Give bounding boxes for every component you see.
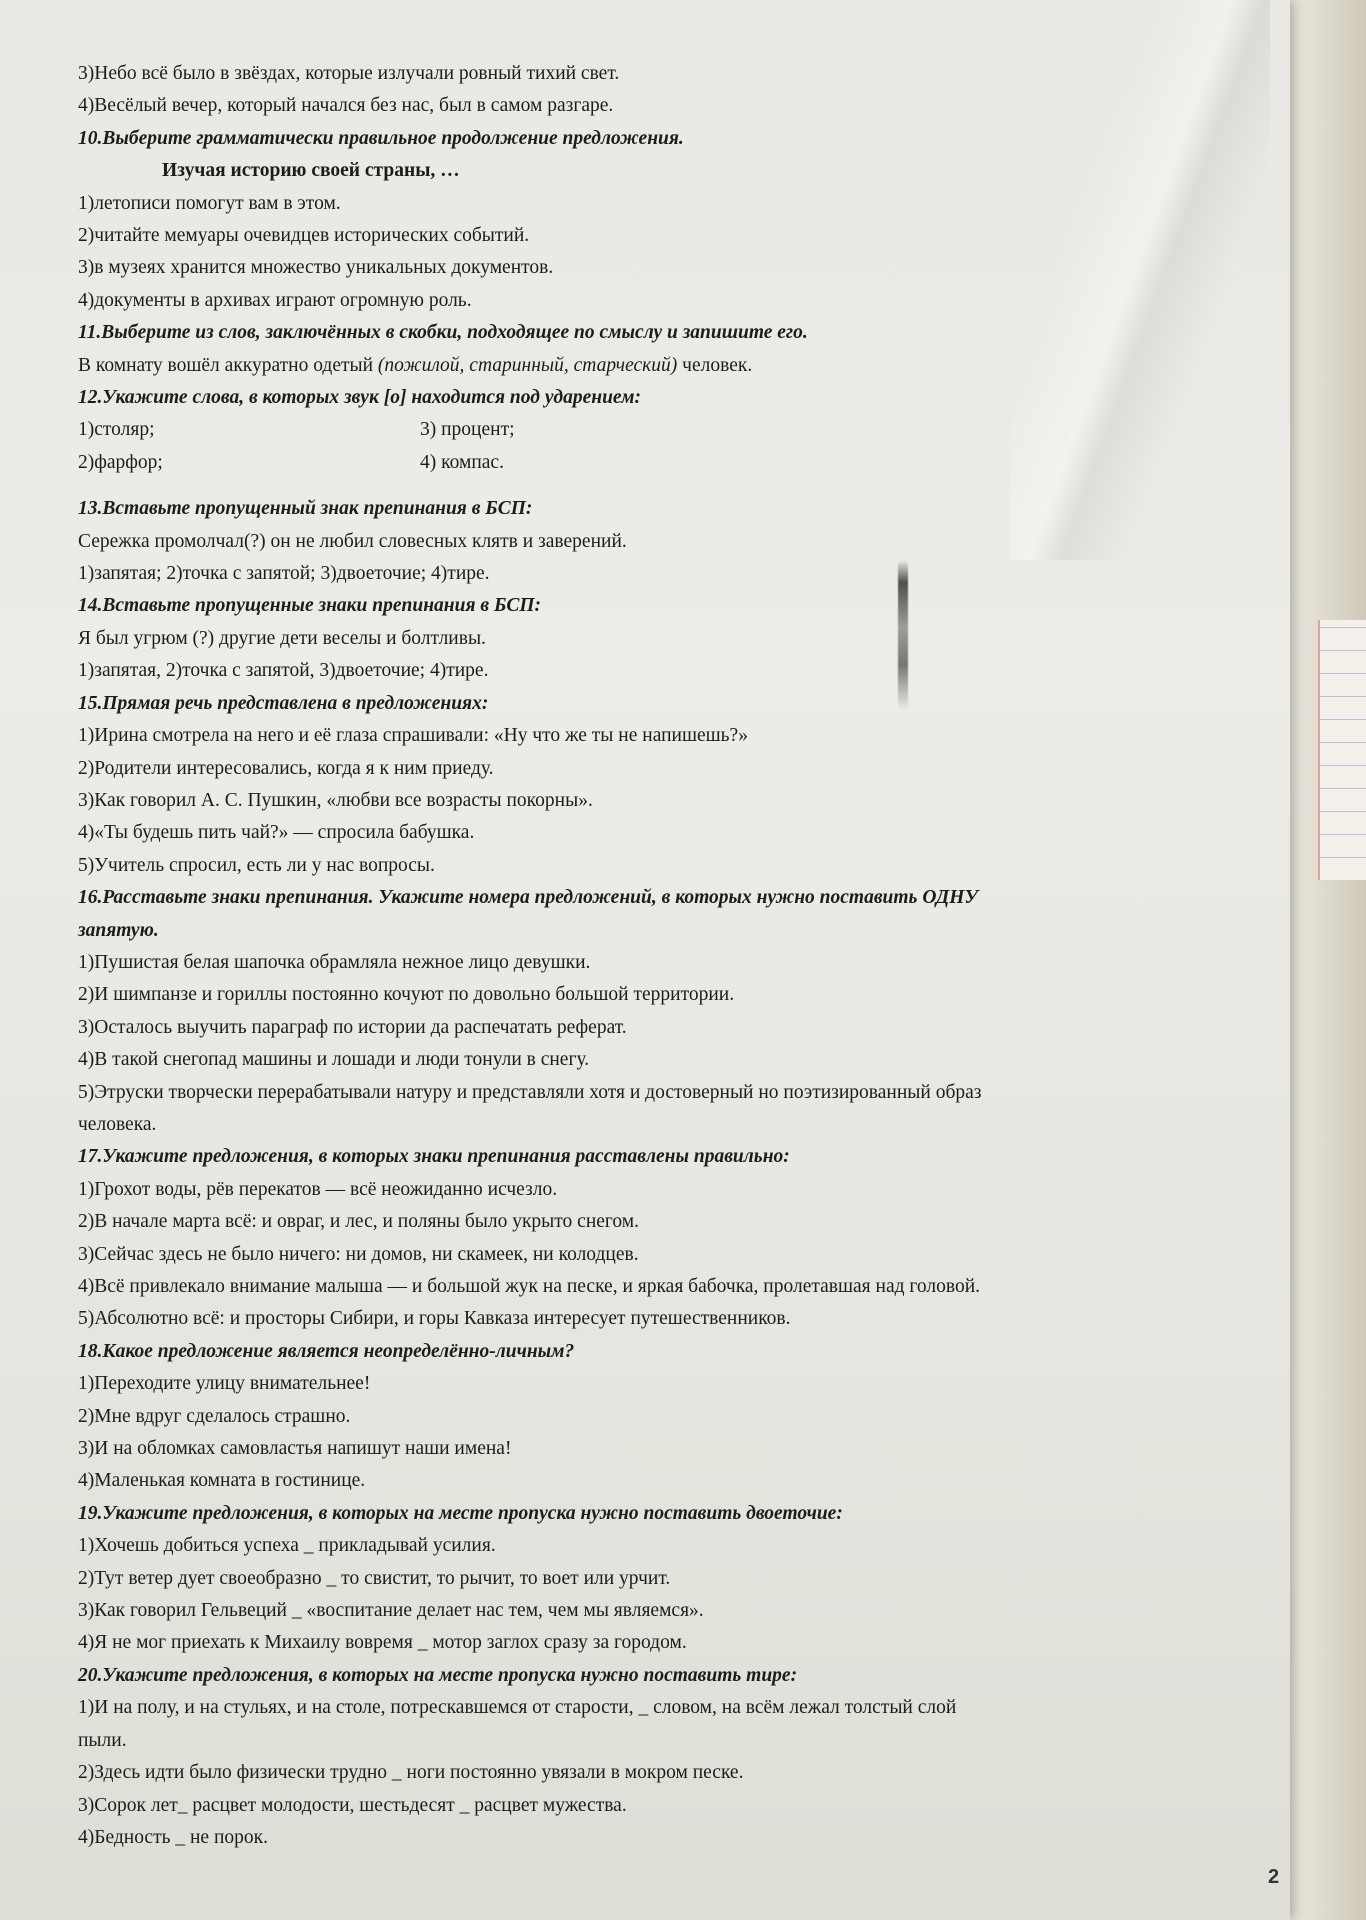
sentence-start: В комнату вошёл аккуратно одетый [78,354,378,376]
question-10-title: 10.Выберите грамматически правильное продолжение предложения. [78,127,684,149]
option: 4)Маленькая комната в гостинице. [78,1470,366,1492]
option: 4)«Ты будешь пить чай?» — спросила бабушка. [78,822,475,844]
document-body [78,58,1268,1854]
question-12-title: 12.Укажите слова, в которых звук [о] находится под ударением: [78,387,641,409]
question-11-title: 11.Выберите из слов, заключённых в скобки, подходящее по смыслу и запишите его. [78,322,808,344]
question-18-title: 18.Какое предложение является неопределённо-личным? [78,1340,575,1362]
question-13-options: 1)запятая; 2)точка с запятой; 3)двоеточие; 4)тире. [78,563,490,585]
option: 4)Я не мог приехать к Михаилу вовремя _ мотор заглох сразу за городом. [78,1632,687,1654]
option: 3)Как говорил Гельвеций _ «воспитание делает нас тем, чем мы являемся». [78,1600,704,1622]
question-16-title: 16.Расставьте знаки препинания. Укажите номера предложений, в которых нужно поставить ОДНУ [78,887,978,909]
option: 2)Родители интересовались, когда я к ним приеду. [78,757,494,779]
option: 3)Сейчас здесь не было ничего: ни домов, ни скамеек, ни колодцев. [78,1243,639,1265]
question-19-title: 19.Укажите предложения, в которых на месте пропуска нужно поставить двоеточие: [78,1502,843,1524]
option: 3)И на обломках самовластья напишут наши имена! [78,1438,512,1460]
sentence-end: человек. [677,354,753,376]
option: 4) компас. [420,451,504,473]
question-17-title: 17.Укажите предложения, в которых знаки препинания расставлены правильно: [78,1146,790,1168]
option: 1)Пушистая белая шапочка обрамляла нежное лицо девушки. [78,951,591,973]
option: 1)Грохот воды, рёв перекатов — всё неожиданно исчезло. [78,1178,558,1200]
text-line: 4)Весёлый вечер, который начался без нас, был в самом разгаре. [78,95,614,117]
option-continuation: пыли. [78,1729,127,1751]
option: 2)Тут ветер дует своеобразно _ то свистит, то рычит, то воет или урчит. [78,1567,671,1589]
question-14-sentence: Я был угрюм (?) другие дети веселы и болтливы. [78,627,486,649]
word-choices: (пожилой, старинный, старческий) [377,354,678,376]
option: 2)читайте мемуары очевидцев исторических событий. [78,225,530,247]
option: 1)Переходите улицу внимательнее! [78,1373,371,1395]
option: 3)Сорок лет_ расцвет молодости, шестьдесят _ расцвет мужества. [78,1794,627,1816]
option: 5)Учитель спросил, есть ли у нас вопросы. [78,854,435,876]
question-10-lead: Изучая историю своей страны, … [162,160,460,182]
option: 1)летописи помогут вам в этом. [78,192,341,214]
option: 1)Хочешь добиться успеха _ прикладывай усилия. [78,1535,496,1557]
option: 2)фарфор; [78,451,163,473]
page-number: 2 [1268,1866,1280,1888]
option: 5)Этруски творчески перерабатывали натуру и представляли хотя и достоверный но поэтизированный образ [78,1081,982,1103]
option-continuation: человека. [78,1113,157,1135]
question-11-sentence [78,350,1268,382]
option: 2)И шимпанзе и гориллы постоянно кочуют по довольно большой территории. [78,984,735,1006]
question-13-sentence: Сережка промолчал(?) он не любил словесных клятв и заверений. [78,530,627,552]
option: 1)Ирина смотрела на него и её глаза спрашивали: «Ну что же ты не напишешь?» [78,725,748,747]
option: 1)И на полу, и на стульях, и на столе, потрескавшемся от старости, _ словом, на всём лежал толстый слой [78,1697,957,1719]
question-13-title: 13.Вставьте пропущенный знак препинания в БСП: [78,498,533,520]
notebook-edge [1318,620,1366,880]
text-line: 3)Небо всё было в звёздах, которые излучали ровный тихий свет. [78,63,620,84]
option: 2)В начале марта всё: и овраг, и лес, и поляны было укрыто снегом. [78,1211,640,1233]
option: 2)Мне вдруг сделалось страшно. [78,1405,351,1427]
option: 3)Как говорил А. С. Пушкин, «любви все возрасты покорны». [78,789,593,811]
option: 2)Здесь идти было физически трудно _ ноги постоянно увязали в мокром песке. [78,1762,744,1784]
option: 4)В такой снегопад машины и лошади и люди тонули в снегу. [78,1049,590,1071]
option: 1)столяр; [78,419,155,441]
question-14-options: 1)запятая, 2)точка с запятой, 3)двоеточие; 4)тире. [78,660,489,682]
option: 4)Всё привлекало внимание малыша — и большой жук на песке, и яркая бабочка, пролетавшая над головой. [78,1276,981,1298]
question-12-options [78,414,1268,479]
question-16-title-cont: запятую. [78,919,159,941]
question-20-title: 20.Укажите предложения, в которых на месте пропуска нужно поставить тире: [78,1664,798,1686]
option: 4)Бедность _ не порок. [78,1826,269,1848]
option: 3)Осталось выучить параграф по истории да распечатать реферат. [78,1016,627,1038]
option: 4)документы в архивах играют огромную роль. [78,289,472,311]
option: 3)в музеях хранится множество уникальных документов. [78,257,554,279]
option: 5)Абсолютно всё: и просторы Сибири, и горы Кавказа интересует путешественников. [78,1308,791,1330]
question-15-title: 15.Прямая речь представлена в предложениях: [78,692,489,714]
option: 3) процент; [420,419,515,441]
question-14-title: 14.Вставьте пропущенные знаки препинания в БСП: [78,595,542,617]
